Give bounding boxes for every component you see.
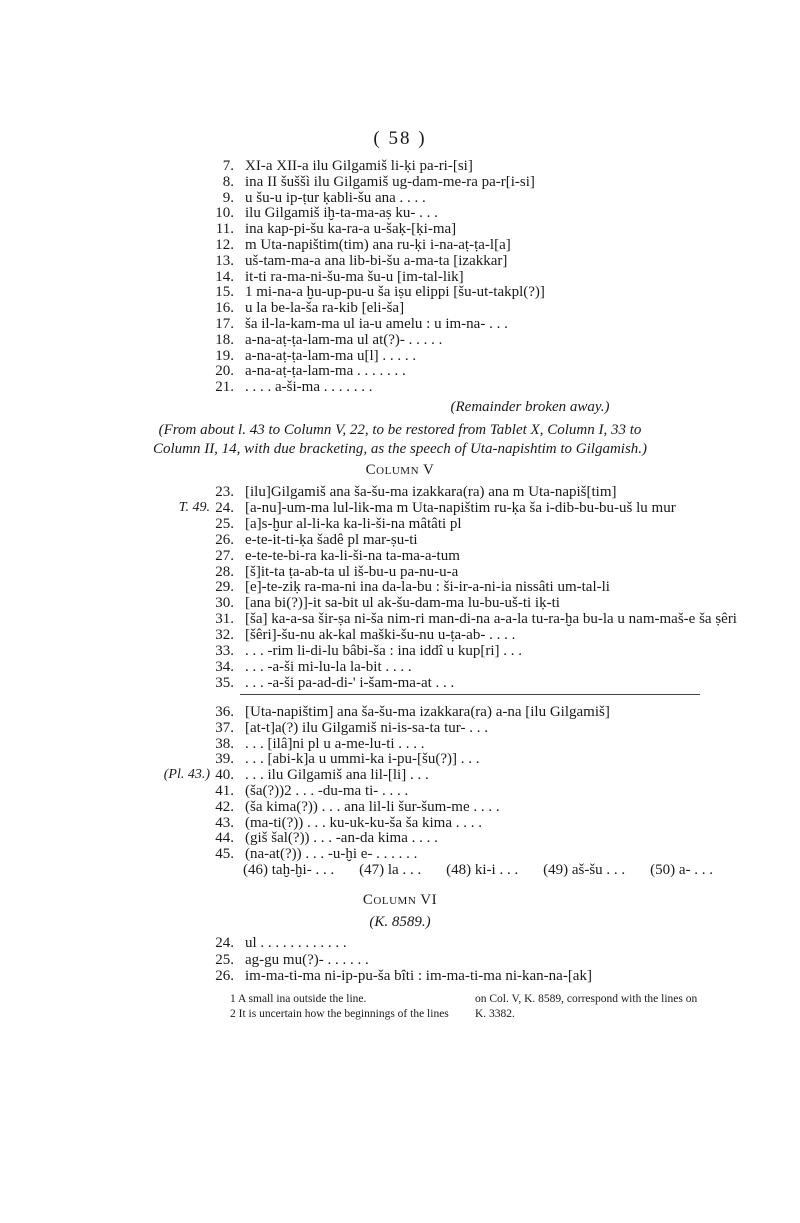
line-text: e-te-it-ti-ḳa šadê pl mar-ṣu-ti [245, 531, 418, 548]
line-text: a-na-aṭ-ṭa-lam-ma ul at(?)- . . . . . [245, 331, 443, 348]
margin-reference: T. 49. [178, 499, 210, 515]
fragment-line: (49) aš-šu . . . [543, 862, 626, 878]
column5-heading: Column V [365, 462, 435, 478]
column-rule [240, 694, 700, 695]
line-number: 25. [215, 515, 234, 532]
line-text: it-ti ra-ma-ni-šu-ma šu-u [im-tal-lik] [245, 268, 464, 285]
line-text: . . . . a-ši-ma . . . . . . . [245, 379, 373, 396]
column6-heading: Column VI [362, 892, 438, 908]
line-text: m Uta-napištim(tim) ana ru-ḳi i-na-aṭ-ṭa-l[a] [245, 237, 511, 253]
line-number: 18. [215, 331, 234, 348]
line-text: (ša kima(?)) . . . ana lil-li šur-šum-me . . . . [245, 798, 500, 815]
line-text: ina II šuššì ilu Gilgamiš ug-dam-me-ra pa-r[i-si] [245, 173, 535, 190]
restoration-note-2: Column II, 14, with due bracketing, as the speech of Uta-napishtim to Gilgamish.) [152, 441, 648, 457]
line-text: . . . ilu Gilgamiš ana lil-[li] . . . [245, 767, 429, 784]
line-text: ilu Gilgamiš iḫ-ta-ma-aṣ ku- . . . [245, 205, 438, 222]
line-text: 1 mi-na-a ḫu-up-pu-u ša iṣu elippi [šu-ut-takpl(?)] [245, 284, 545, 301]
line-text: uš-tam-ma-a ana lib-bi-šu a-ma-ta [izakkar] [245, 252, 508, 269]
line-number: 38. [215, 735, 234, 752]
line-number: 13. [215, 252, 234, 269]
line-text: [a-nu]-um-ma lul-lik-ma m Uta-napištim ru-ḳa ša i-dib-bu-bu-uš lu mur [245, 499, 676, 516]
line-text: u šu-u ip-ṭur ḳabli-šu ana . . . . [245, 189, 426, 206]
line-text: ul . . . . . . . . . . . . [245, 935, 347, 951]
line-number: 8. [222, 173, 234, 190]
footnote-right-2: K. 3382. [475, 1008, 515, 1020]
fragment-line: (48) ki-i . . . [446, 862, 519, 878]
line-number: 30. [215, 595, 234, 612]
line-number: 34. [215, 658, 234, 675]
line-text: [ilu]Gilgamiš ana ša-šu-ma izakkara(ra) ana m Uta-napiš[tim] [245, 484, 617, 500]
line-number: 32. [215, 627, 234, 644]
line-text: im-ma-ti-ma ni-ip-pu-ša bîti : im-ma-ti-ma ni-kan-na-[ak] [245, 968, 592, 984]
page-number: ( 58 ) [373, 128, 427, 149]
line-text: [šêri]-šu-nu ak-kal maški-šu-nu u-ṭa-ab- . . . . [245, 627, 516, 644]
line-number: 33. [215, 643, 234, 659]
line-text: [ana bi(?)]-it sa-bit ul ak-šu-dam-ma lu-bu-uš-ti iḳ-ti [245, 595, 560, 612]
line-number: 14. [215, 268, 234, 285]
restoration-note-1: (From about l. 43 to Column V, 22, to be restored from Tablet X, Column I, 33 to [158, 422, 642, 438]
line-number: 45. [215, 846, 234, 863]
line-text: (na-at(?)) . . . -u-ḫi e- . . . . . . [245, 846, 418, 863]
line-text: [ša] ka-a-sa šir-ṣa ni-ša nim-ri man-di-na a-a-la tu-ra-ḫa bu-la u nam-maš-e ša ṣêri [245, 611, 737, 628]
line-text: a-na-aṭ-ṭa-lam-ma . . . . . . . [245, 363, 406, 380]
line-text: . . . -rim li-di-lu bâbi-ša : ina iddî u kup[ri] . . . [245, 643, 523, 659]
footnote-right-1: on Col. V, K. 8589, correspond with the lines on [475, 993, 698, 1005]
line-text: ag-gu mu(?)- . . . . . . [245, 951, 369, 968]
line-number: 28. [215, 563, 234, 580]
line-number: 24. [215, 499, 234, 516]
line-text: [at-t]a(?) ilu Gilgamiš ni-is-sa-ta tur- . . . [245, 719, 488, 736]
remainder-note: (Remainder broken away.) [450, 399, 610, 415]
line-text: . . . -a-ši mi-lu-la la-bit . . . . [245, 658, 412, 675]
line-number: 17. [215, 316, 234, 332]
line-number: 25. [215, 951, 234, 968]
fragment-line: (47) la . . . [359, 862, 422, 878]
line-number: 35. [215, 674, 234, 691]
line-number: 9. [222, 189, 234, 206]
column6-subheading: (K. 8589.) [369, 914, 431, 930]
line-number: 40. [215, 767, 234, 784]
line-number: 20. [215, 363, 234, 380]
line-number: 7. [222, 158, 234, 174]
line-text: [a]s-ḫur al-li-ka ka-li-ši-na mâtâti pl [245, 515, 462, 532]
line-number: 43. [215, 814, 234, 831]
line-number: 42. [215, 798, 234, 815]
line-number: 31. [215, 611, 234, 628]
line-number: 41. [215, 783, 234, 799]
line-number: 36. [215, 704, 234, 720]
footnote-left-2: 2 It is uncertain how the beginnings of the lines [230, 1008, 449, 1020]
line-number: 26. [215, 968, 234, 984]
line-number: 21. [215, 379, 234, 396]
fragment-line: (50) a- . . . [650, 862, 713, 878]
line-number: 39. [215, 751, 234, 768]
line-number: 19. [215, 347, 234, 364]
line-text: XI-a XII-a ilu Gilgamiš li-ḳi pa-ri-[si] [245, 158, 473, 174]
line-number: 27. [215, 547, 234, 564]
line-number: 29. [215, 579, 234, 596]
line-number: 11. [215, 221, 234, 238]
line-number: 26. [215, 531, 234, 548]
line-text: [Uta-napištim] ana ša-šu-ma izakkara(ra) a-na [ilu Gilgamiš] [245, 704, 610, 720]
line-text: [e]-te-ziḳ ra-ma-ni ina da-la-bu : ši-ir-a-ni-ia nissâti um-tal-li [245, 579, 610, 596]
line-text: . . . [abi-k]a u ummi-ka i-pu-[šu(?)] . . . [245, 751, 480, 768]
line-text: (ša(?))2 . . . -du-ma ti- . . . . [245, 783, 409, 799]
footnote-left-1: 1 A small ina outside the line. [230, 993, 367, 1005]
line-text: ša il-la-kam-ma ul ia-u amelu : u im-na- . . . [245, 316, 508, 332]
trailing-fragments [243, 862, 713, 879]
line-text: a-na-aṭ-ṭa-lam-ma u[l] . . . . . [245, 347, 417, 364]
line-text: (giš šal(?)) . . . -an-da kima . . . . [245, 830, 438, 847]
line-number: 23. [215, 484, 234, 500]
line-text: . . . [ilâ]ni pl u a-me-lu-ti . . . . [245, 735, 425, 752]
fragment-line: (46) taḫ-ḫi- . . . [243, 862, 335, 878]
line-number: 10. [215, 205, 234, 222]
line-text: u la be-la-ša ra-kib [eli-ša] [245, 300, 405, 317]
line-text: [š]it-ta ṭa-ab-ta ul iš-bu-u pa-nu-u-a [245, 563, 459, 580]
line-number: 16. [215, 300, 234, 317]
line-number: 37. [215, 719, 234, 736]
line-number: 15. [215, 284, 234, 301]
line-text: ina kap-pi-šu ka-ra-a u-šaḳ-[ḳi-ma] [245, 221, 457, 238]
line-number: 12. [215, 237, 234, 253]
line-text: . . . -a-ši pa-ad-di-' i-šam-ma-at . . . [245, 674, 455, 691]
line-text: (ma-ti(?)) . . . ku-uk-ku-ša ša kima . . . . [245, 814, 483, 831]
line-number: 24. [215, 935, 234, 951]
margin-reference: (Pl. 43.) [163, 767, 210, 783]
line-text: e-te-te-bi-ra ka-li-ši-na ta-ma-a-tum [245, 547, 460, 564]
line-number: 44. [215, 830, 234, 847]
